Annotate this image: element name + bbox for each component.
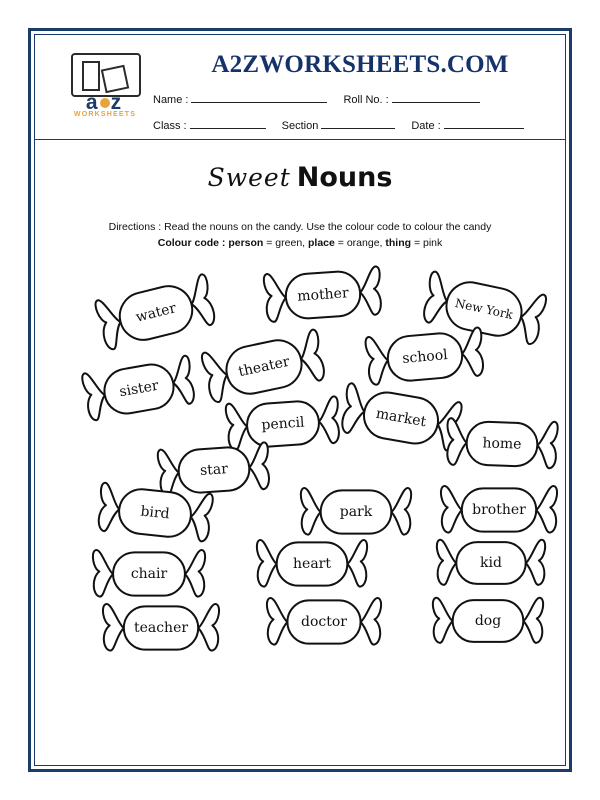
candy-label: water <box>134 299 178 326</box>
name-label: Name : <box>153 94 189 106</box>
page-content <box>35 35 565 765</box>
candy-item[interactable] <box>261 259 385 329</box>
colour-code-line <box>35 235 565 251</box>
candy-shape <box>94 476 216 550</box>
code-place-colour: = orange, <box>334 237 383 250</box>
roll-label: Roll No. : <box>343 94 389 106</box>
candy-item[interactable] <box>255 534 369 594</box>
candy-label: teacher <box>133 619 189 636</box>
section-label: Section <box>281 120 319 132</box>
candy-label: park <box>339 503 373 520</box>
candy-shape <box>444 412 560 476</box>
logo-letter-z: z <box>110 91 123 114</box>
brand-title: A2ZWORKSHEETS.COM <box>211 51 509 78</box>
section-input[interactable] <box>321 117 395 129</box>
name-input[interactable] <box>191 91 327 103</box>
candy-item[interactable] <box>431 592 545 650</box>
candy-shape <box>299 482 413 542</box>
candy-shape <box>101 598 221 658</box>
class-label: Class : <box>153 120 187 132</box>
date-input[interactable] <box>444 117 524 129</box>
candy-label: market <box>374 405 428 430</box>
page-header <box>35 35 565 140</box>
candy-item[interactable] <box>78 348 199 429</box>
logo-letter-a: a <box>85 91 99 114</box>
candy-shape <box>439 480 559 540</box>
candy-item[interactable] <box>101 598 221 658</box>
candy-label: school <box>401 346 449 367</box>
date-label: Date : <box>411 120 441 132</box>
candy-item[interactable] <box>435 534 547 592</box>
roll-input[interactable] <box>392 91 480 103</box>
class-input[interactable] <box>190 117 266 129</box>
candy-shape <box>431 592 545 650</box>
logo-dot-icon <box>100 98 110 108</box>
field-row-name <box>153 91 553 106</box>
candy-item[interactable] <box>91 266 221 359</box>
candy-item[interactable] <box>91 544 207 604</box>
candy-shape <box>265 592 383 652</box>
candy-label: star <box>199 460 229 479</box>
candy-label: home <box>482 434 522 453</box>
candy-label: pencil <box>260 414 306 434</box>
candy-label: chair <box>130 565 168 582</box>
candy-item[interactable] <box>299 482 413 542</box>
candy-shape <box>255 534 369 594</box>
a2z-logo <box>61 53 149 125</box>
code-person-word: person <box>228 237 264 250</box>
candy-label: theater <box>236 353 292 380</box>
candy-shape <box>78 348 199 429</box>
candy-item[interactable] <box>94 476 216 550</box>
candy-label: heart <box>293 555 331 572</box>
student-info-fields <box>153 91 553 143</box>
code-person-colour: = green, <box>263 237 306 250</box>
directions-line: Directions : Read the nouns on the candy. Use the colour code to colour the candy <box>108 221 492 233</box>
logo-tagline: WORKSHEETS <box>73 111 137 118</box>
candy-label: New York <box>453 295 515 322</box>
candy-label: doctor <box>301 613 347 630</box>
title-script-word: Sweet <box>207 163 291 192</box>
candy-label: sister <box>118 377 160 400</box>
directions-block <box>35 219 565 252</box>
candy-item[interactable] <box>265 592 383 652</box>
candy-shape <box>91 266 221 359</box>
field-row-class <box>153 117 553 132</box>
candy-grid <box>35 262 565 722</box>
candy-shape <box>435 534 547 592</box>
code-place-word: place <box>308 237 335 250</box>
candy-shape <box>261 259 385 329</box>
candy-label: brother <box>472 501 526 518</box>
candy-item[interactable] <box>439 480 559 540</box>
candy-shape <box>91 544 207 604</box>
candy-label: kid <box>480 554 502 571</box>
page-title <box>35 162 565 193</box>
code-thing-colour: = pink <box>411 237 443 250</box>
title-bold-word: Nouns <box>296 162 393 193</box>
candy-label: dog <box>474 612 502 629</box>
candy-label: mother <box>296 284 350 305</box>
candy-label: bird <box>139 503 171 523</box>
code-thing-word: thing <box>385 237 412 250</box>
colour-code-label: Colour code : <box>157 237 226 250</box>
candy-item[interactable] <box>444 412 560 476</box>
